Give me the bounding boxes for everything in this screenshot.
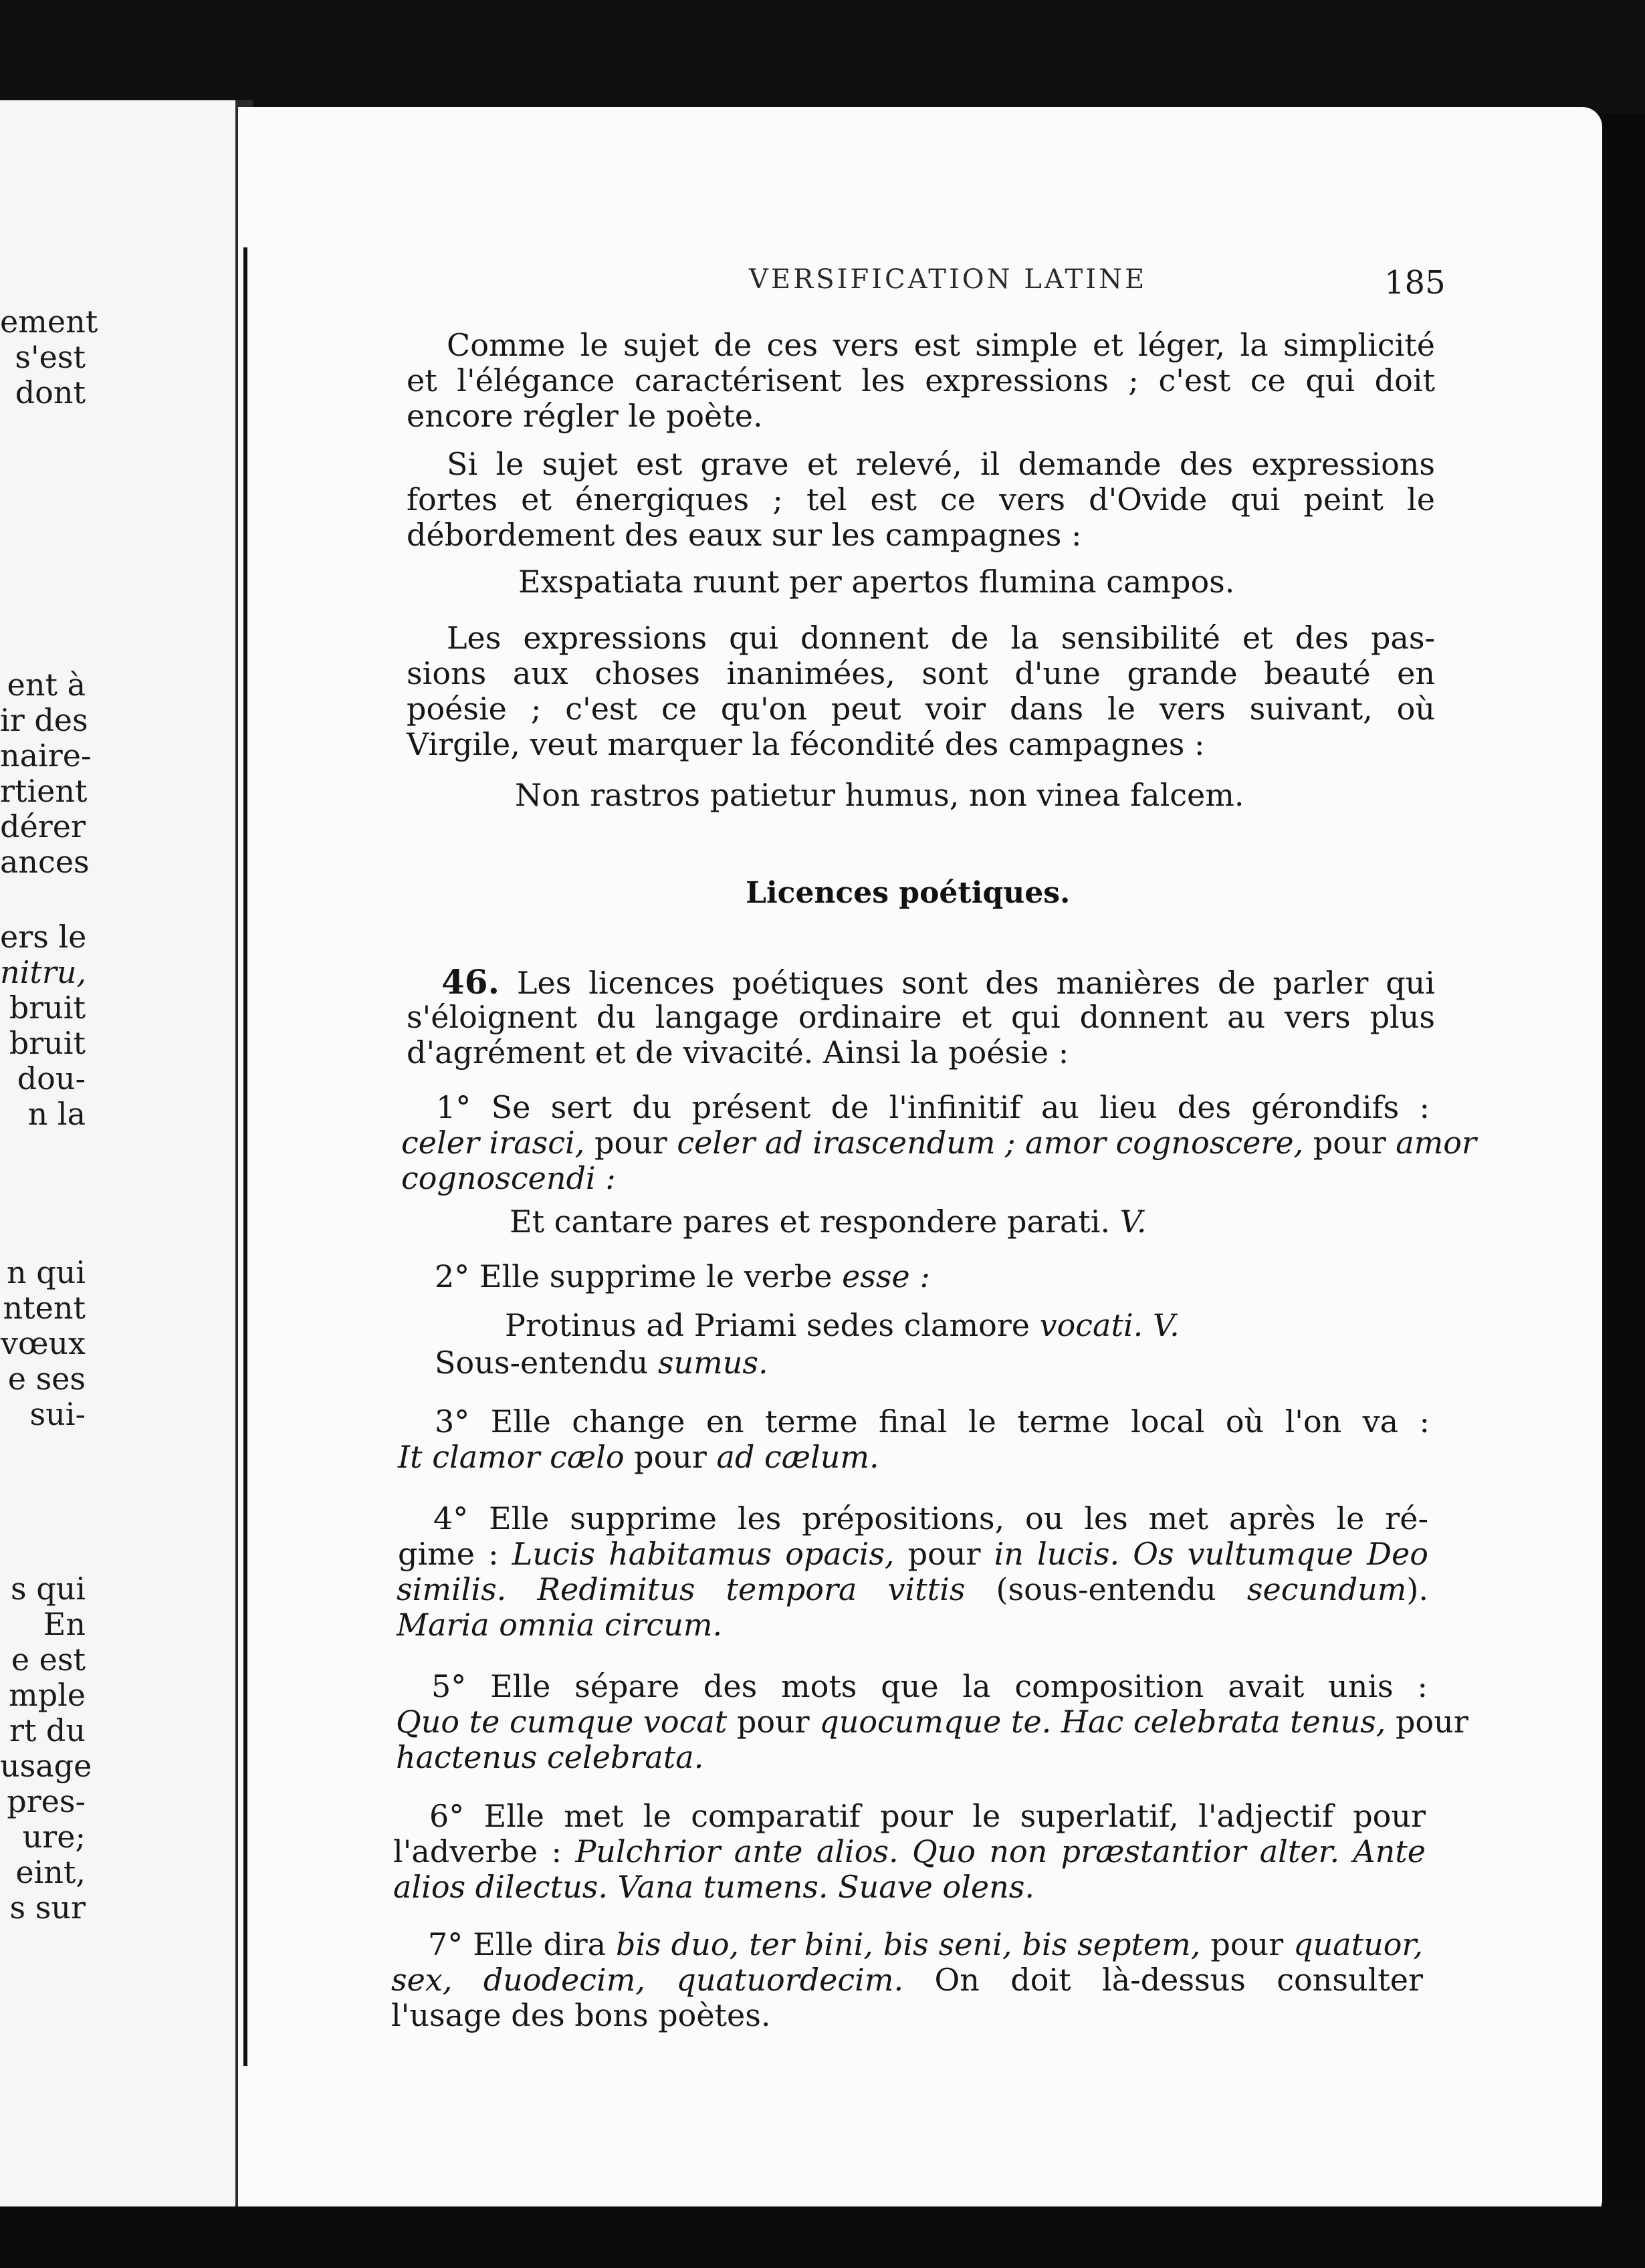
left-fragment: dou- <box>17 1060 86 1097</box>
left-fragment: s sur <box>9 1890 86 1926</box>
rule-text: 7° Elle dira <box>428 1926 617 1962</box>
left-fragment: bruit <box>9 990 86 1026</box>
latin-example: cognoscendi : <box>401 1160 616 1196</box>
left-fragment: usage <box>0 1748 92 1784</box>
left-fragment: ure; <box>22 1819 86 1855</box>
verse-text: Protinus ad Priami sedes clamore <box>505 1307 1040 1343</box>
latin-example: It clamor cælo <box>398 1439 625 1475</box>
paragraph-text: Les licences poétiques sont des manières de parler qui <box>516 965 1436 1001</box>
connector: (sous-entendu <box>965 1571 1247 1607</box>
connector: pour <box>1200 1926 1294 1962</box>
left-fragment: rt du <box>9 1712 86 1748</box>
paragraph-line: encore régler le poète. <box>407 398 763 434</box>
verse-text: Et cantare pares et respondere parati. <box>510 1204 1111 1240</box>
rule-line <box>397 1607 1425 1643</box>
rule-line <box>396 1740 1424 1775</box>
latin-example: sumus. <box>657 1345 768 1381</box>
left-fragment: En <box>43 1606 86 1642</box>
connector: pour <box>1303 1125 1396 1161</box>
page-number: 185 <box>1384 264 1446 302</box>
paragraph-line: Comme le sujet de ces vers est simple et léger, la simplicité <box>447 327 1435 363</box>
latin-example: vocati. <box>1039 1307 1143 1343</box>
rule-text: On doit là-dessus consulter <box>903 1962 1424 1998</box>
rule-line <box>398 1440 1426 1475</box>
latin-example: secundum <box>1246 1571 1407 1607</box>
rule-line <box>428 1927 1423 1962</box>
connector: ). <box>1406 1571 1428 1607</box>
verse-virgil: Non rastros patietur humus, non vinea falcem. <box>515 777 1244 813</box>
left-fragment: n qui <box>6 1254 86 1290</box>
paragraph-line: débordement des eaux sur les campagnes : <box>407 517 1082 553</box>
paragraph-number: 46. <box>441 962 500 1002</box>
connector: pour <box>624 1439 717 1475</box>
running-title: VERSIFICATION LATINE <box>749 264 1147 295</box>
left-fragment: dérer <box>0 808 86 844</box>
verse-ovid: Exspatiata ruunt per apertos flumina campos. <box>518 564 1235 600</box>
left-fragment: pres- <box>7 1783 86 1819</box>
rule-line <box>393 1834 1426 1869</box>
latin-example: celer ad irascendum ; amor cognoscere, <box>677 1125 1304 1161</box>
rule-line <box>398 1537 1428 1572</box>
verse-example <box>505 1307 1180 1343</box>
paragraph-line: Virgile, veut marquer la fécondité des campagnes : <box>407 726 1205 762</box>
connector: pour <box>727 1704 820 1740</box>
latin-example: Lucis habitamus opacis, <box>512 1536 895 1572</box>
rule-line: 6° Elle met le comparatif pour le superlatif, l'adjectif pour <box>429 1798 1426 1834</box>
rule-line: 4° Elle supprime les prépositions, ou les met après le ré- <box>433 1500 1428 1537</box>
left-fragment: ement <box>0 304 98 340</box>
left-fragment: ances <box>0 844 90 880</box>
left-fragment: ers le <box>0 919 87 955</box>
left-fragment: bruit <box>9 1025 86 1061</box>
rule-line: l'usage des bons poètes. <box>391 1997 771 2033</box>
left-fragment: naire- <box>0 738 92 774</box>
left-fragment: sui- <box>29 1396 86 1432</box>
latin-example: in lucis. <box>994 1536 1120 1572</box>
scan-top-shadow <box>0 0 1645 114</box>
left-fragment: vœux <box>0 1325 86 1361</box>
paragraph-line: d'agrément et de vivacité. Ainsi la poésie : <box>407 1034 1069 1070</box>
rule-line <box>401 1125 1476 1161</box>
latin-example: bis duo, ter bini, bis seni, bis septem, <box>616 1926 1201 1962</box>
paragraph-line: sions aux choses inanimées, sont d'une grande beauté en <box>407 655 1435 691</box>
latin-example: alios dilectus. Vana tumens. Suave olens. <box>393 1869 1034 1905</box>
rule-line <box>391 1962 1423 1998</box>
verse-source: V. <box>1152 1307 1180 1343</box>
paragraph-line: fortes et énergiques ; tel est ce vers d'Ovide qui peint le <box>407 481 1435 518</box>
latin-example: amor <box>1396 1125 1476 1161</box>
rule-line <box>401 1161 1430 1196</box>
binding-thread <box>243 247 247 2066</box>
paragraph-line: poésie ; c'est ce qu'on peut voir dans le vers suivant, où <box>407 691 1435 727</box>
rule-line <box>435 1259 1463 1294</box>
latin-example: Os vultumque Deo <box>1119 1536 1428 1572</box>
left-fragment: s'est <box>15 339 86 375</box>
rule-text: gime : <box>398 1536 512 1572</box>
paragraph-line: Les expressions qui donnent de la sensibilité et des pas- <box>447 620 1435 656</box>
verse-example <box>510 1204 1147 1240</box>
latin-example: Quo te cumque vocat <box>396 1704 728 1740</box>
rule-line: 5° Elle sépare des mots que la composition avait unis : <box>431 1668 1428 1704</box>
left-fragment: e est <box>11 1641 86 1678</box>
latin-example: hactenus celebrata. <box>396 1739 704 1775</box>
paragraph-line: et l'élégance caractérisent les expressions ; c'est ce qui doit <box>407 362 1435 399</box>
paragraph-line: Si le sujet est grave et relevé, il demande des expressions <box>447 446 1435 482</box>
scan-bottom-shadow <box>0 2206 1645 2268</box>
latin-example: esse : <box>842 1258 930 1294</box>
left-fragment: ent à <box>7 667 86 703</box>
latin-example: similis. Redimitus tempora vittis <box>397 1571 966 1607</box>
latin-example: Maria omnia circum. <box>397 1607 723 1643</box>
rule-line <box>393 1869 1422 1905</box>
left-fragment: dont <box>15 374 86 411</box>
left-page <box>0 100 242 2213</box>
left-fragment: nitru, <box>0 954 87 990</box>
left-fragment: eint, <box>15 1854 86 1890</box>
left-fragment: rtient <box>0 773 88 809</box>
connector: pour <box>584 1125 677 1161</box>
left-fragment: s qui <box>10 1571 86 1607</box>
left-fragment: ir des <box>0 702 88 738</box>
verse-source: V. <box>1119 1204 1147 1240</box>
section-title: Licences poétiques. <box>746 876 1071 910</box>
latin-example: quatuor, <box>1293 1926 1423 1962</box>
paragraph-line: s'éloignent du langage ordinaire et qui donnent au vers plus <box>407 999 1435 1035</box>
rule-line: 1° Se sert du présent de l'infinitif au lieu des gérondifs : <box>436 1089 1430 1125</box>
connector: pour <box>894 1536 994 1572</box>
latin-example: sex, duodecim, quatuordecim. <box>391 1962 904 1998</box>
paragraph-line <box>441 964 1435 1001</box>
rule-line <box>396 1704 1468 1740</box>
rule-text: Sous-entendu <box>435 1345 658 1381</box>
left-fragment: e ses <box>7 1361 86 1397</box>
rule-text: l'adverbe : <box>393 1833 576 1869</box>
rule-line <box>397 1572 1428 1607</box>
left-fragment: n la <box>27 1096 86 1132</box>
latin-example: quocumque te. Hac celebrata tenus, <box>819 1704 1386 1740</box>
latin-example: celer irasci, <box>401 1125 585 1161</box>
rule-line: 3° Elle change en terme final le terme local où l'on va : <box>435 1403 1430 1440</box>
latin-example: ad cælum. <box>716 1439 879 1475</box>
rule-line <box>435 1345 1463 1381</box>
left-fragment: mple <box>9 1677 86 1713</box>
latin-example: Pulchrior ante alios. Quo non præstantior alter. Ante <box>575 1833 1426 1869</box>
connector: pour <box>1386 1704 1468 1740</box>
left-fragment: ntent <box>3 1290 86 1326</box>
rule-text: 2° Elle supprime le verbe <box>435 1258 843 1294</box>
